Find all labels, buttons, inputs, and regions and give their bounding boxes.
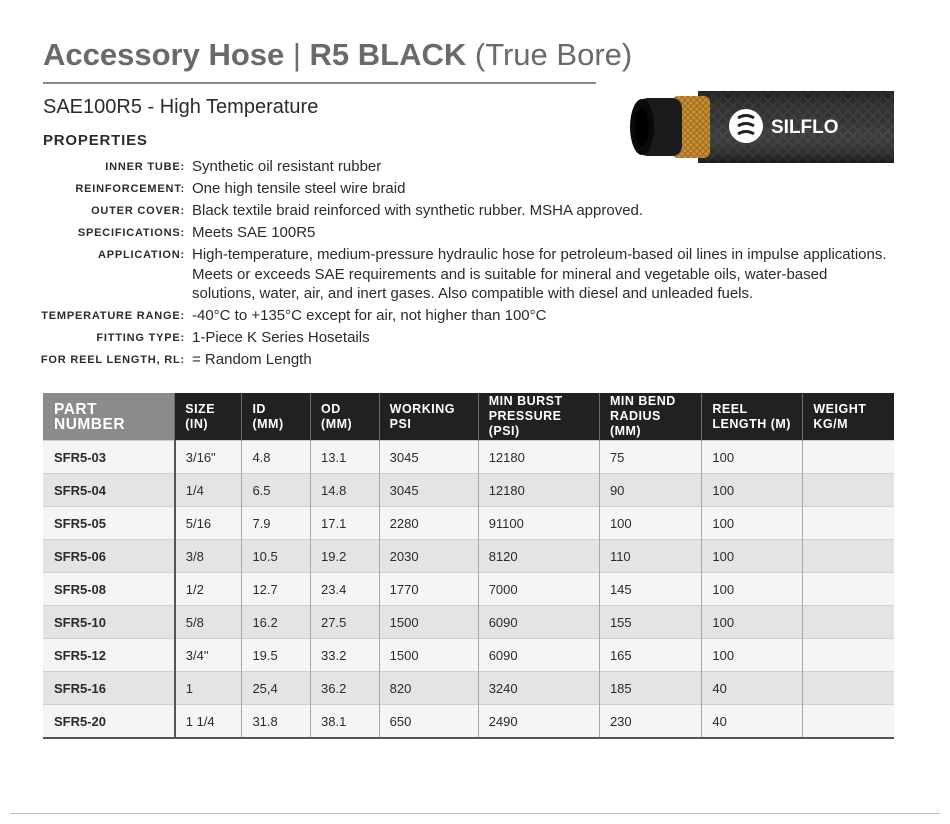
table-cell: 23.4 bbox=[311, 573, 380, 606]
table-cell: 27.5 bbox=[311, 606, 380, 639]
column-header-line2: (MM) bbox=[321, 416, 353, 431]
table-cell: 6090 bbox=[478, 606, 599, 639]
title-variant: (True Bore) bbox=[466, 37, 633, 72]
table-cell: 6.5 bbox=[242, 474, 311, 507]
footer-divider bbox=[10, 813, 940, 814]
table-header-row bbox=[43, 393, 894, 441]
table-cell bbox=[803, 507, 894, 540]
column-header-line2: KG/M bbox=[813, 416, 848, 431]
part-number-cell: SFR5-16 bbox=[43, 672, 175, 705]
table-cell: 5/16 bbox=[175, 507, 242, 540]
table-cell: 2280 bbox=[379, 507, 478, 540]
table-cell: 1/4 bbox=[175, 474, 242, 507]
property-value: 1-Piece K Series Hosetails bbox=[192, 329, 370, 346]
table-cell: 40 bbox=[702, 705, 803, 739]
part-number-cell: SFR5-03 bbox=[43, 441, 175, 474]
column-header-line2: (MM) bbox=[252, 416, 284, 431]
table-cell bbox=[803, 474, 894, 507]
property-value: -40°C to +135°C except for air, not higher than 100°C bbox=[192, 307, 547, 324]
table-cell bbox=[803, 606, 894, 639]
table-cell: 145 bbox=[599, 573, 701, 606]
column-header bbox=[175, 393, 242, 441]
table-cell: 33.2 bbox=[311, 639, 380, 672]
table-cell: 3/8 bbox=[175, 540, 242, 573]
properties-heading: PROPERTIES bbox=[43, 132, 148, 149]
table-cell: 38.1 bbox=[311, 705, 380, 739]
table-cell: 7000 bbox=[478, 573, 599, 606]
column-header-line2: LENGTH (M) bbox=[712, 416, 791, 431]
table-cell: 2030 bbox=[379, 540, 478, 573]
table-cell: 91100 bbox=[478, 507, 599, 540]
column-header-line1: OD bbox=[321, 401, 341, 416]
column-header-line1: ID bbox=[252, 401, 266, 416]
property-row bbox=[0, 201, 950, 223]
column-header-line2: (IN) bbox=[185, 416, 209, 431]
part-number-cell: SFR5-10 bbox=[43, 606, 175, 639]
column-header bbox=[311, 393, 380, 441]
table-cell: 650 bbox=[379, 705, 478, 739]
table-cell: 3/16" bbox=[175, 441, 242, 474]
table-cell: 40 bbox=[702, 672, 803, 705]
table-cell: 1500 bbox=[379, 639, 478, 672]
spec-table bbox=[43, 393, 894, 739]
part-number-cell: SFR5-04 bbox=[43, 474, 175, 507]
title-separator: | bbox=[284, 37, 310, 72]
property-label: OUTER COVER: bbox=[91, 205, 185, 217]
table-cell bbox=[803, 639, 894, 672]
table-row bbox=[43, 606, 894, 639]
brand-wordmark: SILFLO bbox=[771, 117, 839, 138]
column-header-line1: SIZE bbox=[185, 401, 216, 416]
table-body bbox=[43, 441, 894, 739]
property-row bbox=[0, 328, 950, 350]
table-cell: 165 bbox=[599, 639, 701, 672]
property-value: Meets SAE 100R5 bbox=[192, 224, 316, 241]
table-cell: 12180 bbox=[478, 441, 599, 474]
property-label: TEMPERATURE RANGE: bbox=[41, 310, 185, 322]
table-cell: 100 bbox=[599, 507, 701, 540]
property-row bbox=[0, 306, 950, 328]
table-cell: 31.8 bbox=[242, 705, 311, 739]
property-row bbox=[0, 179, 950, 201]
table-cell: 3240 bbox=[478, 672, 599, 705]
property-row bbox=[0, 157, 950, 179]
column-header bbox=[702, 393, 803, 441]
property-label: SPECIFICATIONS: bbox=[77, 227, 185, 239]
table-cell: 100 bbox=[702, 573, 803, 606]
table-cell: 1770 bbox=[379, 573, 478, 606]
property-row bbox=[0, 245, 950, 306]
column-header-line1: REEL bbox=[712, 401, 748, 416]
table-cell bbox=[803, 441, 894, 474]
property-row bbox=[0, 223, 950, 245]
table-cell: 10.5 bbox=[242, 540, 311, 573]
table-cell: 110 bbox=[599, 540, 701, 573]
column-header bbox=[242, 393, 311, 441]
table-cell: 17.1 bbox=[311, 507, 380, 540]
part-number-cell: SFR5-20 bbox=[43, 705, 175, 739]
table-row bbox=[43, 474, 894, 507]
table-cell: 820 bbox=[379, 672, 478, 705]
table-row bbox=[43, 540, 894, 573]
table-cell bbox=[803, 705, 894, 739]
table-cell: 36.2 bbox=[311, 672, 380, 705]
part-number-cell: SFR5-12 bbox=[43, 639, 175, 672]
table-cell: 1 bbox=[175, 672, 242, 705]
table-cell: 6090 bbox=[478, 639, 599, 672]
property-label: INNER TUBE: bbox=[105, 161, 185, 173]
column-header-line1: MIN BURST bbox=[488, 394, 563, 408]
property-value: One high tensile steel wire braid bbox=[192, 180, 406, 197]
title-main: Accessory Hose bbox=[43, 37, 285, 72]
table-cell: 75 bbox=[599, 441, 701, 474]
column-header bbox=[803, 393, 894, 441]
table-cell: 100 bbox=[702, 606, 803, 639]
part-number-cell: SFR5-06 bbox=[43, 540, 175, 573]
table-cell: 19.5 bbox=[242, 639, 311, 672]
table-cell: 12180 bbox=[478, 474, 599, 507]
table-cell: 90 bbox=[599, 474, 701, 507]
table-row bbox=[43, 705, 894, 739]
column-header-line2: PRESSURE (PSI) bbox=[488, 409, 562, 438]
property-value: Synthetic oil resistant rubber bbox=[192, 158, 382, 175]
column-header-line2: RADIUS (MM) bbox=[609, 409, 661, 438]
table-cell: 5/8 bbox=[175, 606, 242, 639]
table-cell: 1 1/4 bbox=[175, 705, 242, 739]
column-header-line1: WEIGHT bbox=[813, 401, 867, 416]
table-cell bbox=[803, 573, 894, 606]
column-header-line2: PSI bbox=[389, 416, 412, 431]
table-cell: 8120 bbox=[478, 540, 599, 573]
title-product: R5 BLACK bbox=[309, 37, 467, 72]
table-cell: 25,4 bbox=[242, 672, 311, 705]
table-cell bbox=[803, 672, 894, 705]
table-cell: 7.9 bbox=[242, 507, 311, 540]
table-cell bbox=[803, 540, 894, 573]
table-row bbox=[43, 639, 894, 672]
table-row bbox=[43, 507, 894, 540]
column-header bbox=[478, 393, 599, 441]
table-cell: 3/4" bbox=[175, 639, 242, 672]
property-value: High-temperature, medium-pressure hydraulic hose for petroleum-based oil lines in impulse applications. Meets or exceeds SAE requirements and is suitable for mineral and vegetable oils, water-based solutions, water, air, and inert gases. Also compatible with diesel and unleaded fuels. bbox=[192, 246, 887, 302]
table-cell: 13.1 bbox=[311, 441, 380, 474]
table-cell: 4.8 bbox=[242, 441, 311, 474]
table-cell: 1/2 bbox=[175, 573, 242, 606]
property-label: FOR REEL LENGTH, RL: bbox=[40, 354, 185, 366]
table-cell: 12.7 bbox=[242, 573, 311, 606]
table-row bbox=[43, 672, 894, 705]
table-cell: 100 bbox=[702, 507, 803, 540]
table-cell: 185 bbox=[599, 672, 701, 705]
property-value: = Random Length bbox=[192, 351, 312, 368]
column-header bbox=[599, 393, 701, 441]
table-cell: 19.2 bbox=[311, 540, 380, 573]
table-cell: 2490 bbox=[478, 705, 599, 739]
page-title bbox=[43, 36, 633, 84]
property-row bbox=[0, 350, 950, 372]
hose-image bbox=[628, 91, 894, 163]
table-cell: 155 bbox=[599, 606, 701, 639]
column-header bbox=[43, 393, 175, 441]
part-number-cell: SFR5-05 bbox=[43, 507, 175, 540]
property-label: APPLICATION: bbox=[97, 249, 185, 261]
property-label: FITTING TYPE: bbox=[96, 332, 185, 344]
properties-list bbox=[0, 157, 950, 372]
table-cell: 100 bbox=[702, 540, 803, 573]
column-header bbox=[379, 393, 478, 441]
brand-logo-icon bbox=[729, 109, 763, 143]
table-row bbox=[43, 441, 894, 474]
table-cell: 14.8 bbox=[311, 474, 380, 507]
table-cell: 100 bbox=[702, 474, 803, 507]
table-cell: 230 bbox=[599, 705, 701, 739]
table-cell: 100 bbox=[702, 441, 803, 474]
column-header-line1: MIN BEND bbox=[609, 394, 676, 408]
product-subtitle: SAE100R5 - High Temperature bbox=[43, 96, 319, 118]
table-cell: 1500 bbox=[379, 606, 478, 639]
part-number-cell: SFR5-08 bbox=[43, 573, 175, 606]
column-header-line1: WORKING bbox=[389, 401, 455, 416]
table-cell: 100 bbox=[702, 639, 803, 672]
table-row bbox=[43, 573, 894, 606]
table-cell: 3045 bbox=[379, 441, 478, 474]
property-value: Black textile braid reinforced with synthetic rubber. MSHA approved. bbox=[192, 202, 644, 219]
property-label: REINFORCEMENT: bbox=[75, 183, 185, 195]
table-cell: 16.2 bbox=[242, 606, 311, 639]
column-header-line1: PART NUMBER bbox=[54, 400, 126, 433]
table-cell: 3045 bbox=[379, 474, 478, 507]
